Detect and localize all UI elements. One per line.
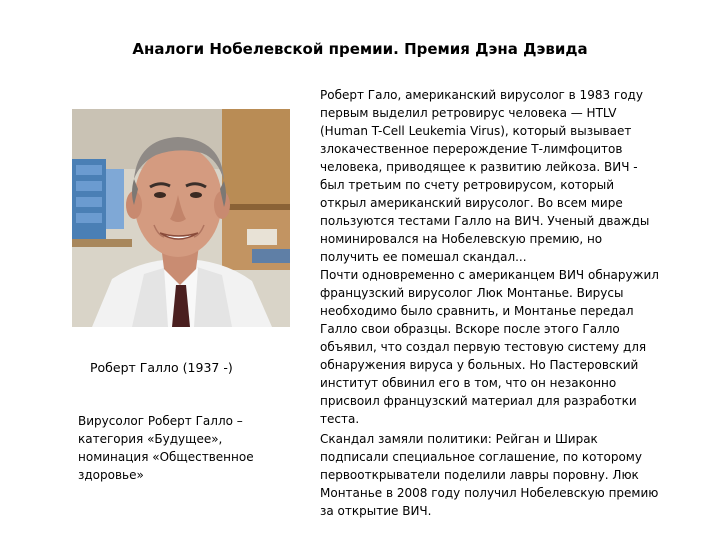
paragraph: Почти одновременно с американцем ВИЧ обнаружил французский вирусолог Люк Монтанье. Вирусы необходимо было сравнить, и Монтанье передал Галло свои образцы. Вскоре после этого Галло объявил, что создал первую тестовую систему для обнаружения вируса у больных. Но Пастеровский институт обвинил его в том, что он незаконно присвоил французский материал для разработки теста. <box>320 268 659 426</box>
body-text <box>320 86 680 520</box>
award-description: Вирусолог Роберт Галло – категория «Будущее», номинация «Общественное здоровье» <box>78 414 254 482</box>
photo-caption: Роберт Галло (1937 -) <box>90 360 233 375</box>
paragraph: Роберт Гало, американский вирусолог в 1983 году первым выделил ретровирус человека — HTLV (Human T-Cell Leukemia Virus), который вызывает злокачественное перерождение Т-лимфоцитов человека, приводящее к развитию лейкоза. ВИЧ - был третьим по счету ретровирусом, который открыл американский вирусолог. Во всем мире пользуются тестами Галло на ВИЧ. Ученый дважды номинировался на Нобелевскую премию, но получить ее помешал скандал... <box>320 88 650 264</box>
paragraph: Скандал замяли политики: Рейган и Ширак подписали специальное соглашение, по которому первооткрыватели поделили лавры поровну. Люк Монтанье в 2008 году получил Нобелевскую премию за открытие ВИЧ. <box>320 432 659 518</box>
portrait-photo <box>72 109 290 327</box>
slide-title: Аналоги Нобелевской премии. Премия Дэна Дэвида <box>132 40 588 58</box>
